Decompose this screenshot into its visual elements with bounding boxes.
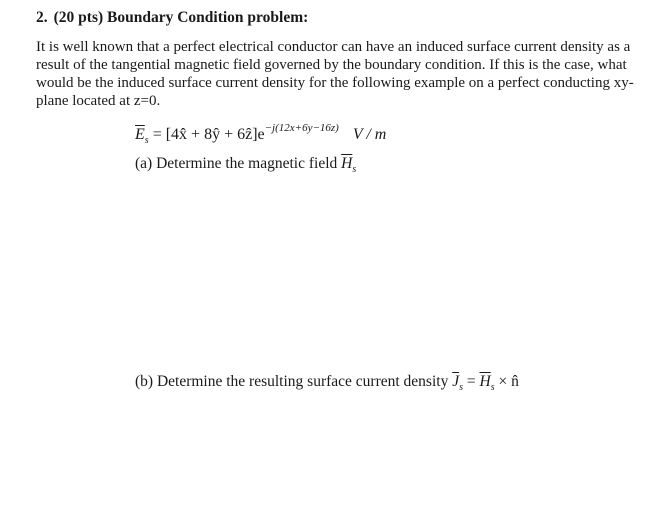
problem-description [36,38,636,110]
part-b-h-subscript: s [490,382,495,393]
part-b-j-symbol: $\overline{J}$ [452,373,460,390]
problem-heading [36,9,308,27]
part-a-subscript: s [352,164,357,175]
part-b-question [135,373,519,391]
electric-field-equation [135,122,387,146]
description-line: result of the tangential magnetic field governed by the boundary condition. If this is the case, what [36,57,627,73]
part-b-text: (b) Determine the resulting surface current density [135,373,453,390]
equation-exponent: −j(12x+6y−16z) [264,122,339,134]
description-line: would be the induced surface current density for the following example on a perfect conducting xy- [36,75,634,91]
part-b-h-symbol: $\overline{H}$ [479,373,491,390]
description-line: It is well known that a perfect electrical conductor can have an induced surface current density as a [36,39,631,55]
problem-title: (20 pts) Boundary Condition problem: [53,9,309,26]
part-a-symbol: $\overline{H}$ [341,155,353,172]
part-b-equals: = [463,373,480,390]
equation-vector: = [4x̂ + 8ŷ + 6ẑ]e [148,126,265,143]
problem-number: 2. [36,9,48,26]
description-line: plane located at z=0. [36,93,161,109]
part-a-question [135,155,356,173]
equation-lhs-subscript: s [144,135,149,146]
part-b-cross-normal: × n̂ [494,373,519,390]
part-b-j-subscript: s [459,382,463,393]
equation-units: V / m [352,126,387,143]
equation-lhs-symbol: $\overline{E}$ [135,126,145,143]
part-a-text: (a) Determine the magnetic field [135,155,342,172]
